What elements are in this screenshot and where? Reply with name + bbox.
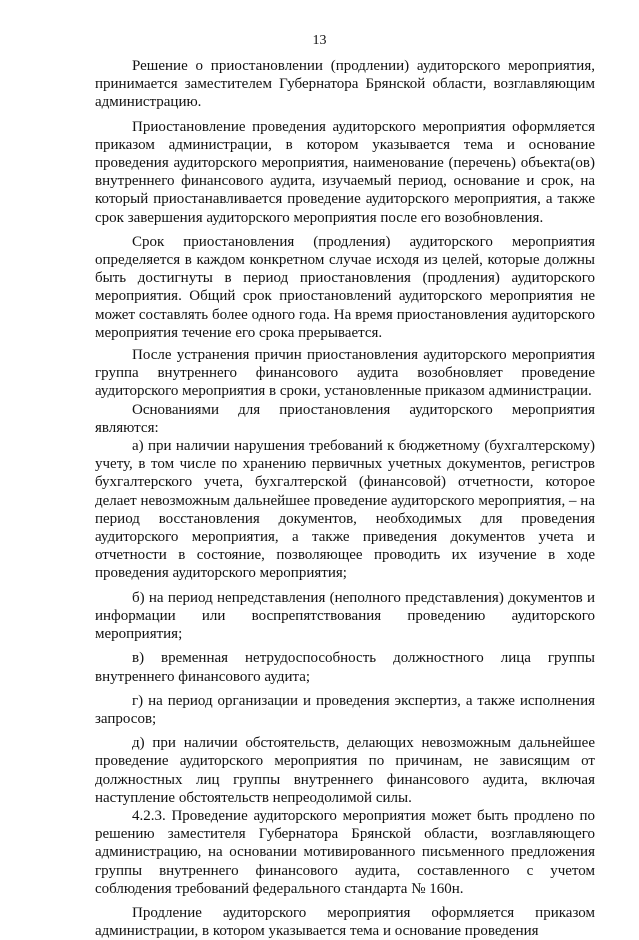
list-item-a: а) при наличии нарушения требований к бюджетному (бухгалтерскому) учету, в том числе по хранению первичных учетных документов, регистров бухгалтерского учета, бухгалтерской (финансовой) отчетности, которое делает невозможным дальнейшее проведение аудиторского мероприятия, – на период восстановления документов, необходимых для проведения аудиторского мероприятия, а также приведения документов учета и отчетности в состояние, позволяющее проводить их изучение в ходе проведения аудиторского мероприятия; xyxy=(95,438,595,582)
paragraph-suspension-order: Приостановление проведения аудиторского мероприятия оформляется приказом администрации, в котором указывается тема и основание проведения аудиторского мероприятия, наименование (перечень) объекта(ов) внутреннего финансового аудита, изучаемый период, основание и срок, на который приостанавливается проведение аудиторского мероприятия, а также срок завершения аудиторского мероприятия после его возобновления. xyxy=(95,118,595,226)
list-item-g: г) на период организации и проведения экспертиз, а также исполнения запросов; xyxy=(95,692,595,727)
page-number: 13 xyxy=(312,33,327,48)
list-item-v: в) временная нетрудоспособность должностного лица группы внутреннего финансового аудита; xyxy=(95,650,595,685)
paragraph-suspension-term: Срок приостановления (продления) аудиторского мероприятия определяется в каждом конкретном случае исходя из целей, которые должны быть достигнуты в период приостановления (продления) аудиторского мероприятия. Общий срок приостановлений аудиторского мероприятия не может составлять более одного года. На время приостановления аудиторского мероприятия течение его срока прерывается. xyxy=(95,233,595,341)
list-item-d: д) при наличии обстоятельств, делающих невозможным дальнейшее проведение аудиторского мероприятия по причинам, не зависящим от должностных лиц группы внутреннего финансового аудита, включая наступление обстоятельств непреодолимой силы. xyxy=(95,735,595,806)
paragraph-after-removal: После устранения причин приостановления аудиторского мероприятия группа внутреннего финансового аудита возобновляет проведение аудиторского мероприятия в сроки, установленные приказом администрации. xyxy=(95,347,595,400)
list-item-b: б) на период непредставления (неполного представления) документов и информации или воспрепятствования проведению аудиторского мероприятия; xyxy=(95,589,595,643)
paragraph-decision: Решение о приостановлении (продлении) аудиторского мероприятия, принимается заместителем Губернатора Брянской области, возглавляющим администрацию. xyxy=(95,58,595,111)
paragraph-section-4-2-3: 4.2.3. Проведение аудиторского мероприятия может быть продлено по решению заместителя Губернатора Брянской области, возглавляющего администрацию, на основании мотивированного письменного предложения группы внутреннего финансового аудита, составленного с учетом соблюдения требований федерального стандарта № 160н. xyxy=(95,807,595,897)
paragraph-extension-order: Продление аудиторского мероприятия оформляется приказом администрации, в котором указывается тема и основание проведения xyxy=(95,904,595,940)
paragraph-grounds-intro: Основаниями для приостановления аудиторского мероприятия являются: xyxy=(95,401,595,436)
document-body xyxy=(95,57,595,940)
